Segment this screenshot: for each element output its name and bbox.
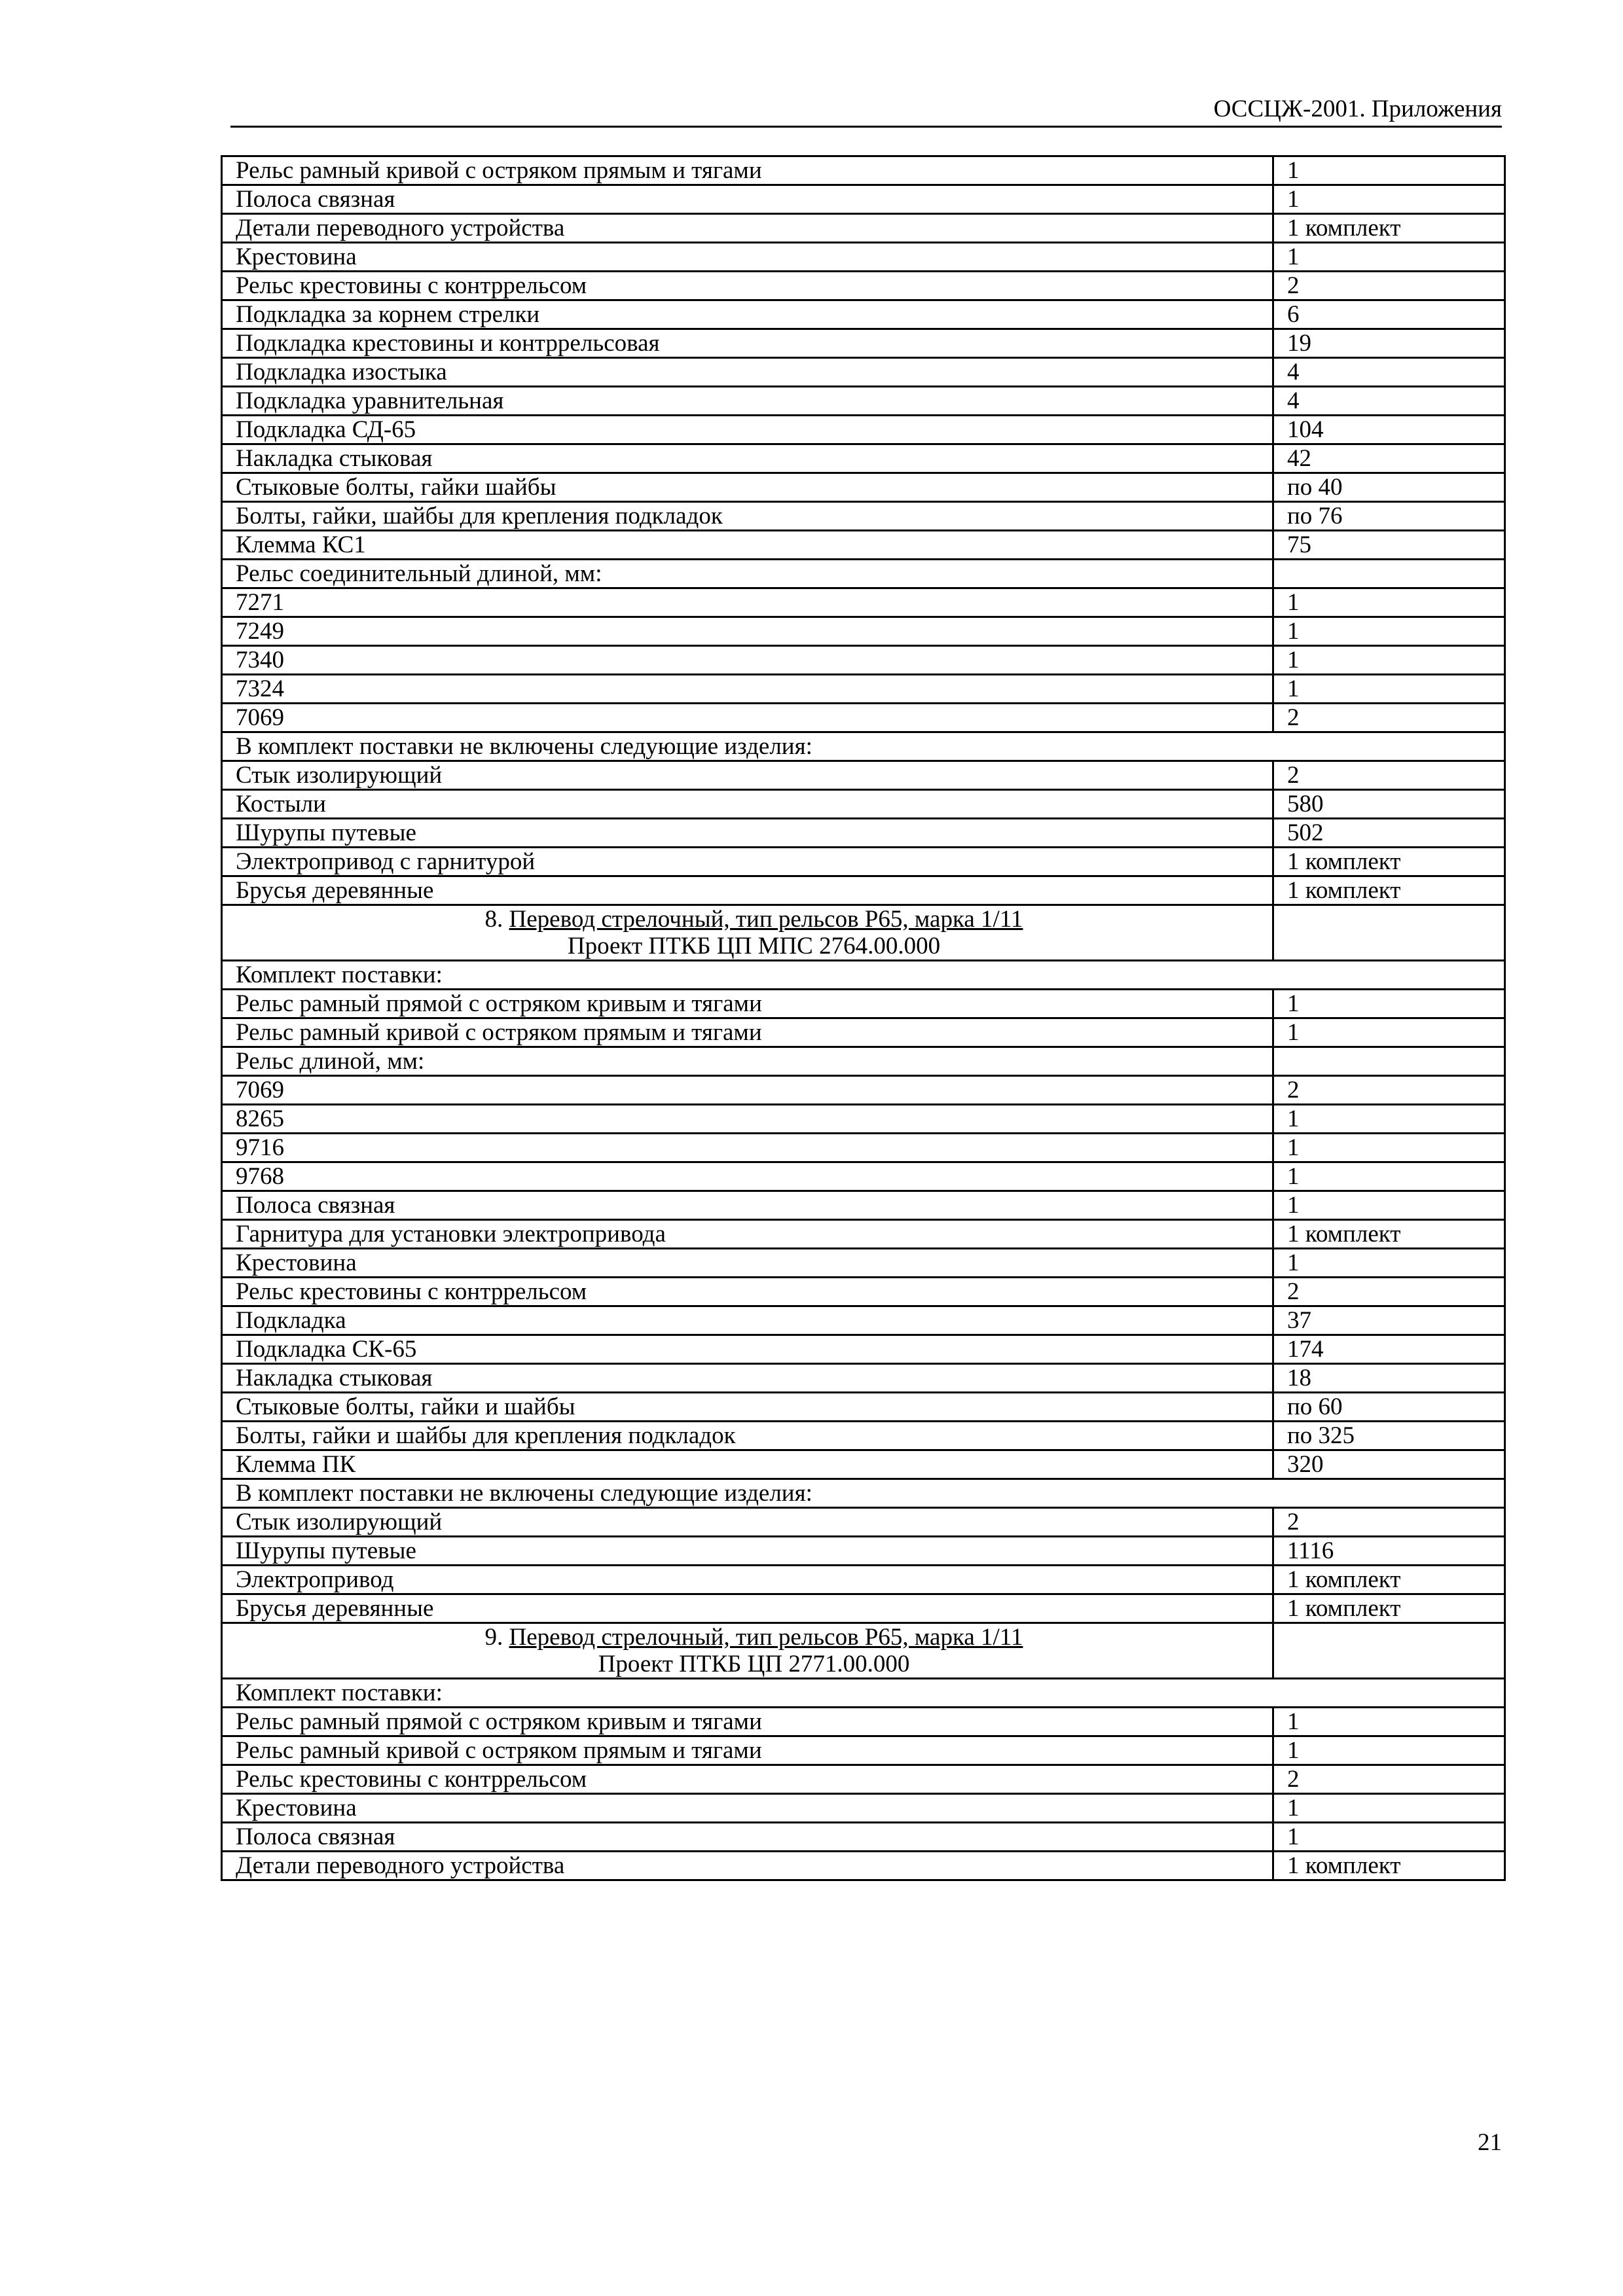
- quantity-cell: 502: [1273, 819, 1505, 848]
- section-title-line: [236, 1624, 1272, 1651]
- quantity-cell: 4: [1273, 387, 1505, 416]
- item-name-cell: Брусья деревянные: [222, 876, 1273, 905]
- item-name-cell: Подкладка СК-65: [222, 1335, 1273, 1364]
- quantity-cell: 1 комплект: [1273, 1220, 1505, 1249]
- quantity-cell: [1273, 905, 1505, 961]
- rail-length-cell: 8265: [222, 1105, 1273, 1134]
- quantity-cell: 174: [1273, 1335, 1505, 1364]
- item-name-cell: Брусья деревянные: [222, 1594, 1273, 1623]
- item-name-cell: Накладка стыковая: [222, 1364, 1273, 1393]
- item-name-cell: Крестовина: [222, 1249, 1273, 1278]
- quantity-cell: 1 комплект: [1273, 1566, 1505, 1594]
- table-row: [222, 1364, 1505, 1393]
- rail-length-cell: 7249: [222, 617, 1273, 646]
- item-name-cell: Болты, гайки и шайбы для крепления подкладок: [222, 1422, 1273, 1450]
- quantity-cell: 1: [1273, 156, 1505, 185]
- table-row: [222, 1162, 1505, 1191]
- rail-length-cell: 9768: [222, 1162, 1273, 1191]
- table-row: [222, 329, 1505, 358]
- table-row: [222, 156, 1505, 185]
- item-name-cell: Рельс соединительный длиной, мм:: [222, 560, 1273, 588]
- table-row: [222, 1537, 1505, 1566]
- rail-length-cell: 9716: [222, 1134, 1273, 1162]
- table-row: [222, 272, 1505, 300]
- item-name-cell: Клемма КС1: [222, 531, 1273, 560]
- item-name-cell: Клемма ПК: [222, 1450, 1273, 1479]
- specification-table-body: [222, 156, 1505, 1880]
- quantity-cell: 2: [1273, 1508, 1505, 1537]
- quantity-cell: 1: [1273, 243, 1505, 272]
- page-number: 21: [1478, 2129, 1502, 2156]
- quantity-cell: 1: [1273, 1191, 1505, 1220]
- item-name-cell: Подкладка за корнем стрелки: [222, 300, 1273, 329]
- quantity-cell: 1: [1273, 675, 1505, 704]
- item-name-cell: Детали переводного устройства: [222, 1852, 1273, 1880]
- table-row: [222, 1278, 1505, 1306]
- table-row: [222, 1450, 1505, 1479]
- item-name-cell: Рельс рамный прямой с остряком кривым и тягами: [222, 990, 1273, 1018]
- quantity-cell: 1 комплект: [1273, 1852, 1505, 1880]
- table-row: [222, 358, 1505, 387]
- table-row: [222, 473, 1505, 502]
- item-name-cell: Полоса связная: [222, 1823, 1273, 1852]
- section-note-row: [222, 1679, 1505, 1708]
- table-row: [222, 876, 1505, 905]
- quantity-cell: 1: [1273, 1736, 1505, 1765]
- item-name-cell: Рельс рамный кривой с остряком прямым и тягами: [222, 156, 1273, 185]
- item-name-cell: Стыковые болты, гайки шайбы: [222, 473, 1273, 502]
- table-row: [222, 502, 1505, 531]
- quantity-cell: 580: [1273, 790, 1505, 819]
- table-row: [222, 560, 1505, 588]
- quantity-cell: 1 комплект: [1273, 214, 1505, 243]
- item-name-cell: Электропривод с гарнитурой: [222, 848, 1273, 876]
- quantity-cell: 1: [1273, 1162, 1505, 1191]
- table-row: [222, 214, 1505, 243]
- quantity-cell: [1273, 1047, 1505, 1076]
- table-row: [222, 646, 1505, 675]
- item-name-cell: Детали переводного устройства: [222, 214, 1273, 243]
- quantity-cell: по 40: [1273, 473, 1505, 502]
- quantity-cell: 2: [1273, 1076, 1505, 1105]
- table-row: [222, 617, 1505, 646]
- table-row: [222, 848, 1505, 876]
- quantity-cell: 1: [1273, 1018, 1505, 1047]
- section-title-row: [222, 905, 1505, 961]
- quantity-cell: 1: [1273, 1794, 1505, 1823]
- table-row: [222, 1335, 1505, 1364]
- table-row: [222, 1047, 1505, 1076]
- table-row: [222, 1852, 1505, 1880]
- section-note: Комплект поставки:: [222, 961, 1505, 990]
- item-name-cell: Рельс крестовины с контррельсом: [222, 272, 1273, 300]
- quantity-cell: 37: [1273, 1306, 1505, 1335]
- quantity-cell: 1: [1273, 185, 1505, 214]
- quantity-cell: 2: [1273, 1765, 1505, 1794]
- quantity-cell: 1: [1273, 646, 1505, 675]
- section-note: Комплект поставки:: [222, 1679, 1505, 1708]
- section-title: [222, 1623, 1273, 1679]
- header-title: ОССЦЖ-2001. Приложения: [1213, 96, 1502, 122]
- table-row: [222, 761, 1505, 790]
- item-name-cell: Крестовина: [222, 1794, 1273, 1823]
- section-number: 9.: [484, 1624, 509, 1651]
- item-name-cell: Подкладка: [222, 1306, 1273, 1335]
- section-project-code: Проект ПТКБ ЦП МПС 2764.00.000: [567, 933, 941, 960]
- table-row: [222, 1794, 1505, 1823]
- item-name-cell: Шурупы путевые: [222, 819, 1273, 848]
- quantity-cell: 104: [1273, 416, 1505, 444]
- quantity-cell: 2: [1273, 761, 1505, 790]
- item-name-cell: Болты, гайки, шайбы для крепления подкладок: [222, 502, 1273, 531]
- section-project-code: Проект ПТКБ ЦП 2771.00.000: [598, 1651, 910, 1677]
- table-row: [222, 531, 1505, 560]
- table-row: [222, 704, 1505, 732]
- item-name-cell: Шурупы путевые: [222, 1537, 1273, 1566]
- rail-length-cell: 7069: [222, 704, 1273, 732]
- quantity-cell: 1: [1273, 1708, 1505, 1736]
- item-name-cell: Накладка стыковая: [222, 444, 1273, 473]
- quantity-cell: 1: [1273, 1823, 1505, 1852]
- item-name-cell: Крестовина: [222, 243, 1273, 272]
- section-heading: Перевод стрелочный, тип рельсов Р65, марка 1/11: [509, 1624, 1023, 1651]
- quantity-cell: 2: [1273, 272, 1505, 300]
- table-row: [222, 1220, 1505, 1249]
- rail-length-cell: 7069: [222, 1076, 1273, 1105]
- quantity-cell: 4: [1273, 358, 1505, 387]
- item-name-cell: Костыли: [222, 790, 1273, 819]
- item-name-cell: Подкладка уравнительная: [222, 387, 1273, 416]
- quantity-cell: [1273, 560, 1505, 588]
- table-row: [222, 675, 1505, 704]
- rail-length-cell: 7271: [222, 588, 1273, 617]
- section-note-row: [222, 732, 1505, 761]
- quantity-cell: 1: [1273, 1134, 1505, 1162]
- table-row: [222, 185, 1505, 214]
- item-name-cell: Рельс длиной, мм:: [222, 1047, 1273, 1076]
- item-name-cell: Рельс рамный кривой с остряком прямым и тягами: [222, 1018, 1273, 1047]
- table-row: [222, 1191, 1505, 1220]
- table-row: [222, 444, 1505, 473]
- table-row: [222, 1393, 1505, 1422]
- quantity-cell: 1: [1273, 1105, 1505, 1134]
- item-name-cell: Рельс рамный кривой с остряком прямым и тягами: [222, 1736, 1273, 1765]
- table-row: [222, 1018, 1505, 1047]
- quantity-cell: по 60: [1273, 1393, 1505, 1422]
- item-name-cell: Стыковые болты, гайки и шайбы: [222, 1393, 1273, 1422]
- quantity-cell: 1 комплект: [1273, 848, 1505, 876]
- quantity-cell: 320: [1273, 1450, 1505, 1479]
- section-title-row: [222, 1623, 1505, 1679]
- quantity-cell: 1 комплект: [1273, 1594, 1505, 1623]
- quantity-cell: 2: [1273, 1278, 1505, 1306]
- section-heading: Перевод стрелочный, тип рельсов Р65, марка 1/11: [509, 906, 1023, 933]
- quantity-cell: 1: [1273, 617, 1505, 646]
- quantity-cell: [1273, 1623, 1505, 1679]
- section-title: [222, 905, 1273, 961]
- table-row: [222, 1508, 1505, 1537]
- section-note: В комплект поставки не включены следующие изделия:: [222, 732, 1505, 761]
- table-row: [222, 1566, 1505, 1594]
- table-row: [222, 790, 1505, 819]
- item-name-cell: Подкладка крестовины и контррельсовая: [222, 329, 1273, 358]
- table-row: [222, 1708, 1505, 1736]
- section-title-line: [236, 906, 1272, 933]
- table-row: [222, 1306, 1505, 1335]
- item-name-cell: Рельс крестовины с контррельсом: [222, 1278, 1273, 1306]
- item-name-cell: Гарнитура для установки электропривода: [222, 1220, 1273, 1249]
- quantity-cell: 2: [1273, 704, 1505, 732]
- quantity-cell: 6: [1273, 300, 1505, 329]
- item-name-cell: Полоса связная: [222, 185, 1273, 214]
- table-row: [222, 300, 1505, 329]
- table-row: [222, 1594, 1505, 1623]
- section-number: 8.: [484, 906, 509, 933]
- quantity-cell: по 325: [1273, 1422, 1505, 1450]
- quantity-cell: по 76: [1273, 502, 1505, 531]
- table-row: [222, 990, 1505, 1018]
- item-name-cell: Электропривод: [222, 1566, 1273, 1594]
- specification-table: [221, 155, 1506, 1881]
- quantity-cell: 75: [1273, 531, 1505, 560]
- table-row: [222, 1249, 1505, 1278]
- quantity-cell: 1: [1273, 1249, 1505, 1278]
- item-name-cell: Стык изолирующий: [222, 1508, 1273, 1537]
- item-name-cell: Стык изолирующий: [222, 761, 1273, 790]
- quantity-cell: 1 комплект: [1273, 876, 1505, 905]
- item-name-cell: Подкладка СД-65: [222, 416, 1273, 444]
- section-note-row: [222, 961, 1505, 990]
- table-row: [222, 1422, 1505, 1450]
- quantity-cell: 19: [1273, 329, 1505, 358]
- page-header: [230, 92, 1502, 128]
- table-row: [222, 416, 1505, 444]
- table-row: [222, 243, 1505, 272]
- rail-length-cell: 7340: [222, 646, 1273, 675]
- table-row: [222, 819, 1505, 848]
- table-row: [222, 588, 1505, 617]
- quantity-cell: 1: [1273, 588, 1505, 617]
- quantity-cell: 42: [1273, 444, 1505, 473]
- table-row: [222, 1076, 1505, 1105]
- section-note-row: [222, 1479, 1505, 1508]
- quantity-cell: 18: [1273, 1364, 1505, 1393]
- table-row: [222, 1105, 1505, 1134]
- table-row: [222, 1765, 1505, 1794]
- rail-length-cell: 7324: [222, 675, 1273, 704]
- table-row: [222, 1823, 1505, 1852]
- item-name-cell: Полоса связная: [222, 1191, 1273, 1220]
- item-name-cell: Рельс крестовины с контррельсом: [222, 1765, 1273, 1794]
- item-name-cell: Рельс рамный прямой с остряком кривым и тягами: [222, 1708, 1273, 1736]
- item-name-cell: Подкладка изостыка: [222, 358, 1273, 387]
- table-row: [222, 1736, 1505, 1765]
- table-row: [222, 1134, 1505, 1162]
- table-row: [222, 387, 1505, 416]
- quantity-cell: 1: [1273, 990, 1505, 1018]
- section-note: В комплект поставки не включены следующие изделия:: [222, 1479, 1505, 1508]
- quantity-cell: 1116: [1273, 1537, 1505, 1566]
